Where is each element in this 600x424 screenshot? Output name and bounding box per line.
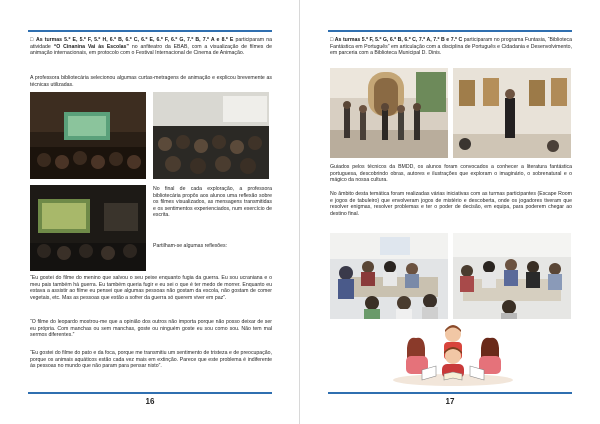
kids-reading-illustration (386, 322, 520, 388)
photo-screening-1 (30, 92, 146, 179)
left-para-2: A professora bibliotecária selecionou algumas curtas-metragens de animação e explicou brevemente as técnicas utilizadas. (30, 75, 272, 88)
photo-board-games-1 (330, 233, 448, 319)
bullet-icon: □ (330, 37, 335, 43)
right-intro-turmas: As turmas 5.º F, 5.º G, 6.º B, 6.º C, 7.º A, 7.º B e 7.º C (334, 37, 463, 43)
page-number-right: 17 (445, 397, 455, 406)
bullet-icon: □ (30, 37, 36, 43)
photo-audience-1 (153, 92, 269, 179)
bottom-rule-right (328, 392, 572, 394)
shares-label: Partilham-se algumas reflexões: (153, 243, 228, 249)
activity-name: “O Cinanina Vai às Escolas” (53, 43, 130, 50)
left-side-text: No final de cada exploração, a professora bibliotecária propôs aos alunos uma reflexão sobre os filmes visualizados, as mensagens transmitidas e os sentimentos experienciados, num exercício de escrita. (153, 186, 272, 219)
right-intro-paragraph (330, 37, 572, 57)
top-rule-left (28, 30, 272, 32)
bottom-rule-left (28, 392, 272, 394)
top-rule-right (328, 30, 572, 32)
quote-1: “Eu gostei do filme do menino que salvou o seu peixe enquanto fugia da guerra. Eu sou ucraniana e o meu pais também há guerra. Eu também queria fugir e eu sei o que é ter medo de morrer. Enquanto eu estava a assistir ao filme eu pensei que algumas pessoas não gostam da escola, não gostam de comer vegetais, etc. Mas as pessoas que estão a sofrer da guerra só querem viver em paz”. (30, 275, 272, 301)
right-para-3: No âmbito desta temática foram realizadas várias iniciativas com as turmas participantes (Escape Room e jogos de tabuleiro) que envolveram jogos de mistério e descoberta, onde os jogadores tiveram que resolver enigmas, resolver problemas e ter o poder de decisão, em equipa, para poderem chegar ao destino final. (330, 191, 572, 217)
photo-board-games-2 (453, 233, 571, 319)
right-para-2: Guiados pelos técnicos da BMDD, os alunos foram convocados a conhecer a literatura fantástica portuguesa, descobrindo obras, autores e ilustrações que exploram o imaginário, o sobrenatural e o mágico da nossa cultura. (330, 164, 572, 184)
photo-screening-2 (30, 185, 146, 271)
left-intro-rest: no anfiteatro da EBAB, com a visualização de filmes de animação internacionais, em protocolo com o Festival Internacional de Cinema de Animação. (30, 43, 272, 57)
left-intro-turmas: As turmas 5.º E, 5.º F, 5.º H, 6.º B, 6.º C, 6.º E, 6.º F, 6.º G, 7.º B, 7.º A e 8.º E (35, 37, 234, 43)
photo-library-visit-1 (330, 68, 448, 158)
right-intro-rest: participaram no programa Funtasia, “Biblioteca Fantástica em Português” em articulação com a disciplina de Português e Cidadania e Desenvolvimento, em parceria com a Biblioteca Municipal D. Dinis. (330, 37, 573, 57)
photo-presenter (453, 68, 571, 158)
quote-2: “O filme do leopardo mostrou-me que a opinião dos outros não importa porque não posso deixar de ser eu própria. Com manchas ou sem manchas, goste ou ninguém goste eu sou como sou. Não tem mal sermos diferentes.” (30, 319, 272, 339)
left-intro-paragraph (30, 37, 272, 57)
page-number-left: 16 (145, 397, 155, 406)
left-intro-mid: participaram na atividade (30, 37, 272, 50)
quote-3: “Eu gostei do filme do pato e da foca, porque me transmitiu um sentimento de tristeza e de preocupação, porque os animais aquáticos estão cada vez mais em extinção. Parece que este problema é indiferente às pessoas no mundo que não param para pensar nisto”. (30, 350, 272, 370)
